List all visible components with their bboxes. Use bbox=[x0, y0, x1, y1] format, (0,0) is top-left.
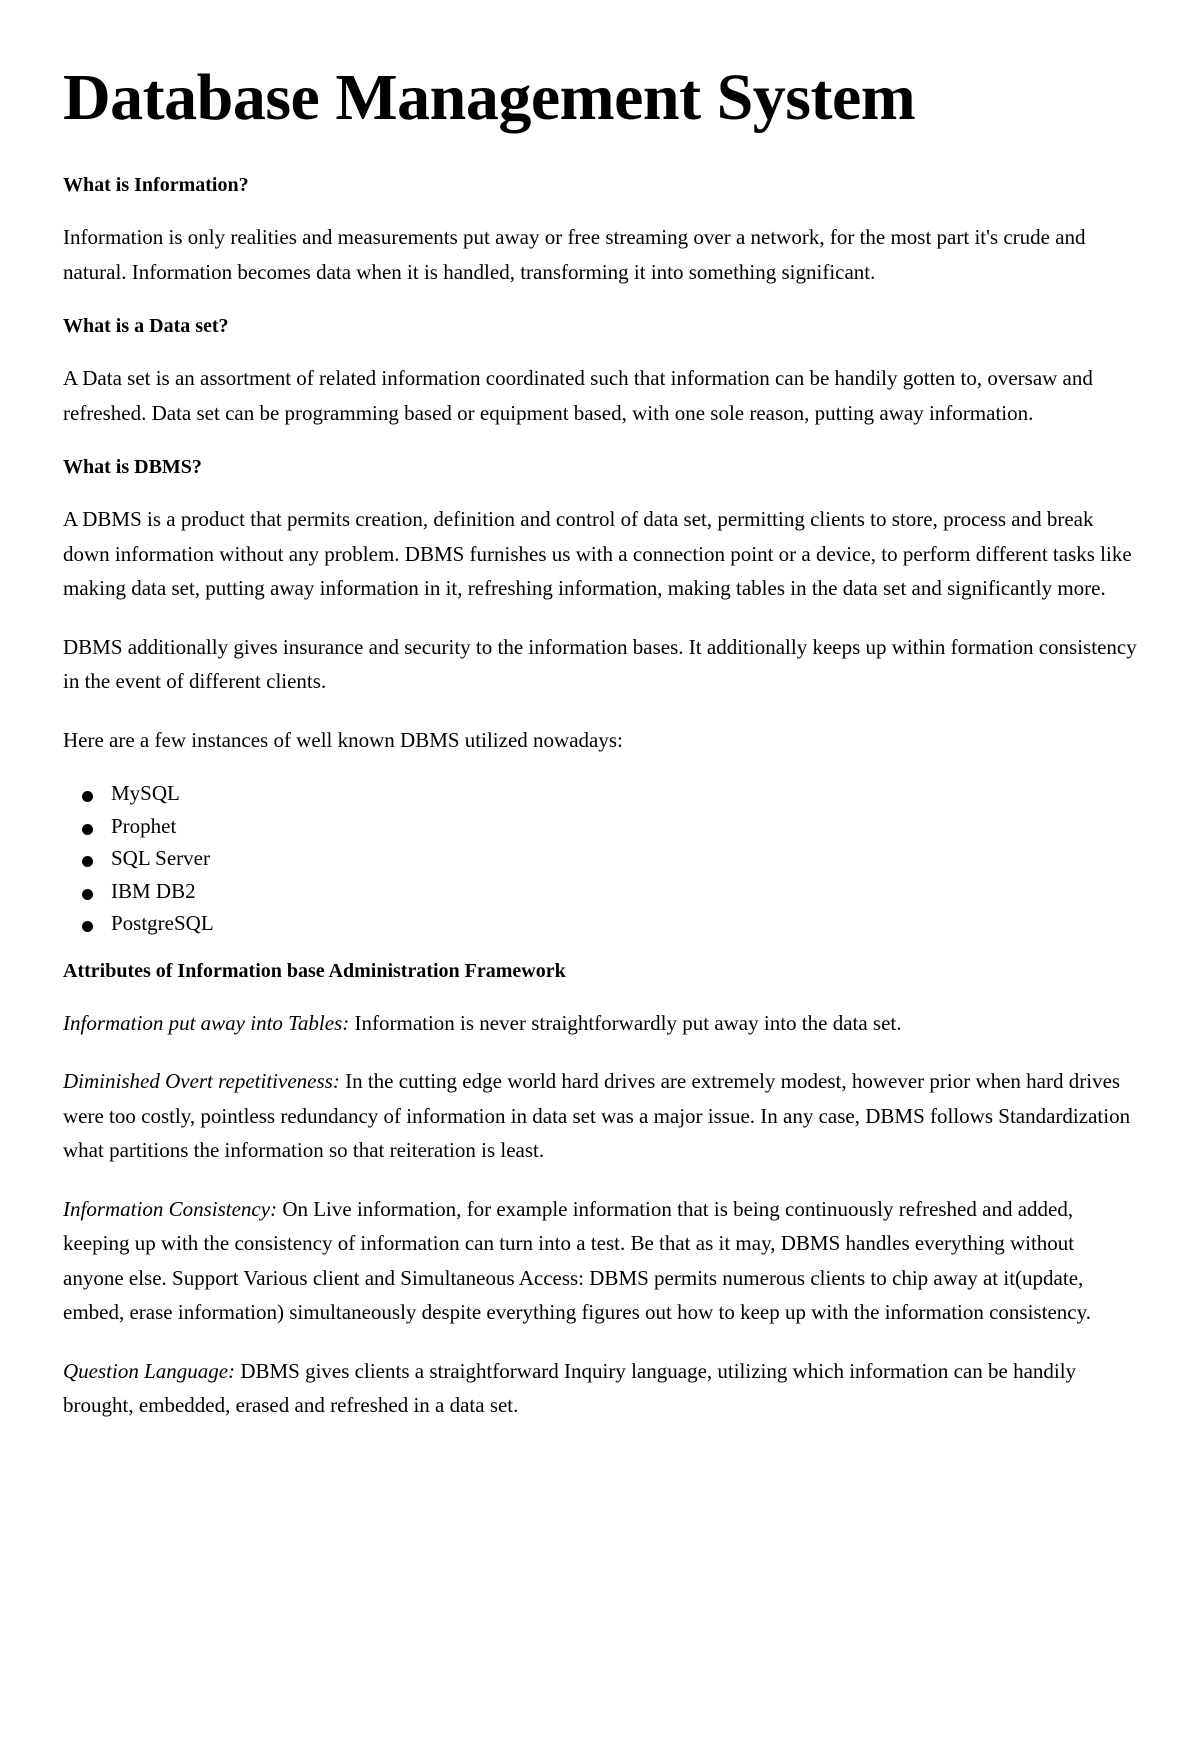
heading-attributes: Attributes of Information base Administration Framework bbox=[63, 959, 566, 982]
paragraph-dbms-definition: A DBMS is a product that permits creation, definition and control of data set, permitting clients to store, process and break down information without any problem. DBMS furnishes us with a connection point or a device, to perform different tasks like making data set, putting away information in it, refreshing information, making tables in the data set and significantly more. bbox=[63, 507, 1132, 600]
attribute-term: Information put away into Tables: bbox=[63, 1010, 350, 1035]
heading-what-is-dbms: What is DBMS? bbox=[63, 456, 202, 478]
list-item: SQL Server bbox=[111, 842, 1138, 875]
list-item: IBM DB2 bbox=[111, 875, 1138, 908]
list-item: MySQL bbox=[111, 777, 1138, 810]
dbms-examples-list bbox=[63, 777, 1138, 940]
paragraph-dbms-examples-intro: Here are a few instances of well known DBMS utilized nowadays: bbox=[63, 727, 623, 752]
paragraph-dbms-security: DBMS additionally gives insurance and security to the information bases. It additionally keeps up within formation consistency in the event of different clients. bbox=[63, 634, 1137, 693]
heading-what-is-data-set: What is a Data set? bbox=[63, 315, 229, 337]
paragraph-information: Information is only realities and measurements put away or free streaming over a network, for the most part it's crude and natural. Information becomes data when it is handled, transforming it into something significant. bbox=[63, 225, 1086, 284]
attribute-redundancy bbox=[63, 1064, 1138, 1168]
attribute-consistency bbox=[63, 1192, 1138, 1330]
heading-what-is-information: What is Information? bbox=[63, 174, 249, 196]
attribute-tables bbox=[63, 1006, 1138, 1041]
attribute-term: Question Language: bbox=[63, 1358, 236, 1383]
attribute-text: On Live information, for example information that is being continuously refreshed and added, keeping up with the consistency of information can turn into a test. Be that as it may, DBMS handles everything without anyone else. Support Various client and Simultaneous Access: DBMS permits numerous clients to chip away at it(update, embed, erase information) simultaneously despite everything figures out how to keep up with the information consistency. bbox=[63, 1196, 1091, 1324]
attribute-text: Information is never straightforwardly put away into the data set. bbox=[349, 1010, 902, 1035]
attribute-text: In the cutting edge world hard drives are extremely modest, however prior when hard drives were too costly, pointless redundancy of information in data set was a major issue. In any case, DBMS follows Standardization what partitions the information so that reiteration is least. bbox=[63, 1069, 1131, 1162]
attribute-text: DBMS gives clients a straightforward Inquiry language, utilizing which information can be handily brought, embedded, erased and refreshed in a data set. bbox=[63, 1358, 1077, 1417]
list-item: Prophet bbox=[111, 810, 1138, 843]
page-title: Database Management System bbox=[63, 61, 916, 134]
list-item: PostgreSQL bbox=[111, 907, 1138, 940]
attribute-term: Diminished Overt repetitiveness: bbox=[63, 1069, 340, 1093]
attribute-term: Information Consistency: bbox=[63, 1196, 278, 1221]
paragraph-data-set: A Data set is an assortment of related information coordinated such that information can be handily gotten to, oversaw and refreshed. Data set can be programming based or equipment based, with one sole reason, putting away information. bbox=[63, 366, 1093, 425]
attribute-query-language bbox=[63, 1354, 1138, 1423]
